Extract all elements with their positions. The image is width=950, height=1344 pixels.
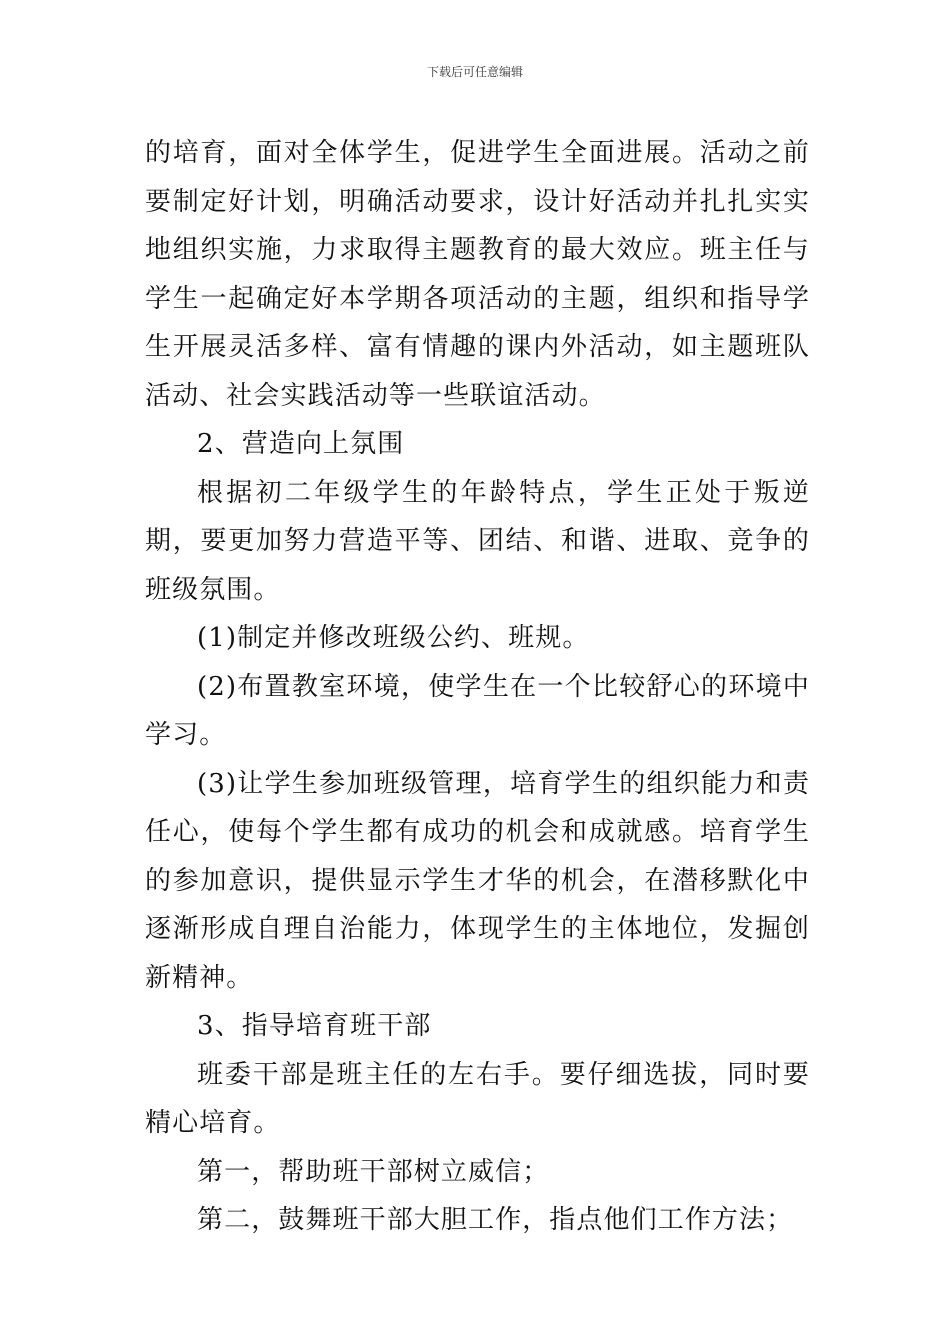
list-item-2: (2)布置教室环境，使学生在一个比较舒心的环境中学习。 [145,671,810,750]
paragraph-1: 的培育，面对全体学生，促进学生全面进展。活动之前要制定好计划，明确活动要求，设计好活动并扎扎实实地组织实施，力求取得主题教育的最大效应。班主任与学生一起确定好本学期各项活动的主题，组织和指导学生开展灵活多样、富有情趣的课内外活动，如主题班队活动、社会实践活动等一些联谊活动。 [145,138,810,411]
section-heading-3: 3、指导培育班干部 [197,1011,432,1041]
page-header: 下载后可任意编辑 [426,65,523,79]
paragraph-3: 班委干部是班主任的左右手。要仔细选拔，同时要精心培育。 [145,1059,810,1138]
section-heading-2: 2、营造向上氛围 [197,429,405,459]
document-body [145,129,810,1245]
list-item-3: (3)让学生参加班级管理，培育学生的组织能力和责任心，使每个学生都有成功的机会和成就感。培育学生的参加意识，提供显示学生才华的机会，在潜移默化中逐渐形成自理自治能力，体现学生的主体地位，发掘创新精神。 [145,768,810,993]
paragraph-2: 根据初二年级学生的年龄特点，学生正处于叛逆期，要更加努力营造平等、团结、和谐、进取、竞争的班级氛围。 [145,477,810,605]
paragraph-4: 第一，帮助班干部树立威信； [197,1156,550,1187]
paragraph-5: 第二，鼓舞班干部大胆工作，指点他们工作方法； [197,1205,794,1235]
list-item-1: (1)制定并修改班级公约、班规。 [197,623,590,653]
